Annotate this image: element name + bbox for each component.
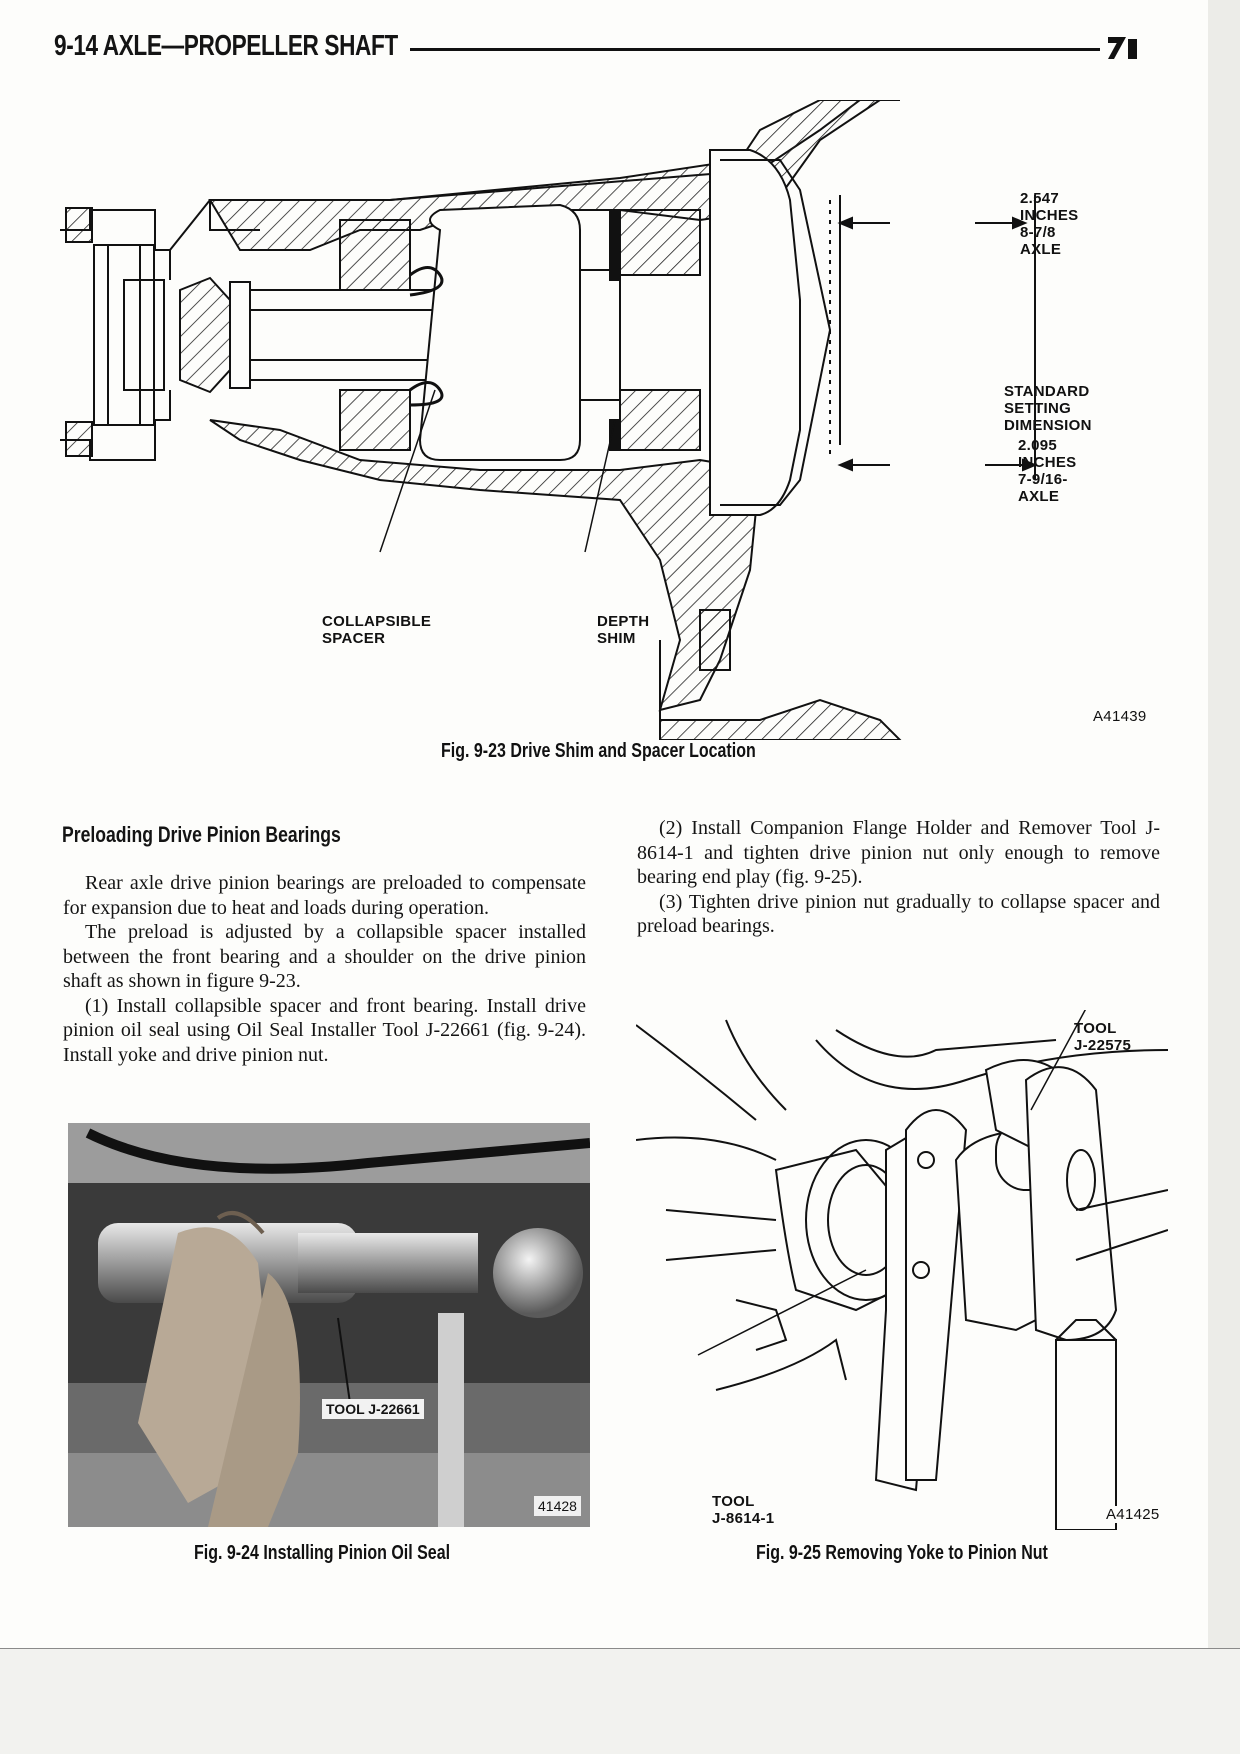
tool-j22661-label: TOOL J-22661 xyxy=(322,1399,424,1419)
figure-code: A41439 xyxy=(1093,708,1147,725)
bottom-dimension-label: 2.095 INCHES 7-9/16- AXLE xyxy=(1018,437,1077,505)
figure-9-23 xyxy=(60,100,1160,740)
page-header xyxy=(54,26,1154,70)
left-column xyxy=(63,871,586,1067)
paragraph: (3) Tighten drive pinion nut gradually to collapse spacer and preload bearings. xyxy=(637,890,1160,937)
tool-j22575-label: TOOL J-22575 xyxy=(1074,1020,1132,1054)
figure-9-25-caption: Fig. 9-25 Removing Yoke to Pinion Nut xyxy=(756,1542,1048,1564)
right-column xyxy=(637,816,1160,939)
top-dimension-label: 2.547 INCHES 8-7/8 AXLE xyxy=(1020,190,1079,258)
yoke-removal-diagram xyxy=(636,1010,1168,1530)
paragraph: (2) Install Companion Flange Holder and Remover Tool J-8614-1 and tighten drive pinion nut only enough to remove bearing end play (fig. 9-25). xyxy=(637,817,1160,888)
paragraph: (1) Install collapsible spacer and front bearing. Install drive pinion oil seal using Oil Seal Installer Tool J-22661 (fig. 9-24). Install yoke and drive pinion nut. xyxy=(63,994,586,1066)
scan-margin xyxy=(1208,0,1240,1753)
section-heading: Preloading Drive Pinion Bearings xyxy=(62,822,341,847)
page-bottom-margin xyxy=(0,1648,1240,1754)
header-rule xyxy=(410,48,1100,51)
figure-code: 41428 xyxy=(534,1496,581,1516)
figure-code: A41425 xyxy=(1106,1506,1160,1523)
figure-9-23-caption: Fig. 9-23 Drive Shim and Spacer Location xyxy=(441,740,756,762)
tool-j8614-label: TOOL J-8614-1 xyxy=(712,1493,775,1527)
standard-setting-label: STANDARD SETTING DIMENSION xyxy=(1004,383,1092,434)
pinion-seal-photo xyxy=(68,1123,590,1527)
page-title: 9-14 AXLE—PROPELLER SHAFT xyxy=(54,30,398,62)
paragraph: Rear axle drive pinion bearings are preloaded to compensate for expansion due to heat and loads during operation. xyxy=(63,872,586,919)
collapsible-spacer-label: COLLAPSIBLE SPACER xyxy=(322,613,432,647)
figure-9-24-caption: Fig. 9-24 Installing Pinion Oil Seal xyxy=(194,1542,451,1564)
figure-9-25 xyxy=(636,1010,1168,1530)
figure-9-24-photo xyxy=(68,1123,590,1527)
depth-shim-label: DEPTH SHIM xyxy=(597,613,650,647)
paragraph: The preload is adjusted by a collapsible spacer installed between the front bearing and a shoulder on the drive pinion shaft as shown in figure 9-23. xyxy=(63,921,586,992)
brand-mark-icon xyxy=(1106,35,1140,61)
